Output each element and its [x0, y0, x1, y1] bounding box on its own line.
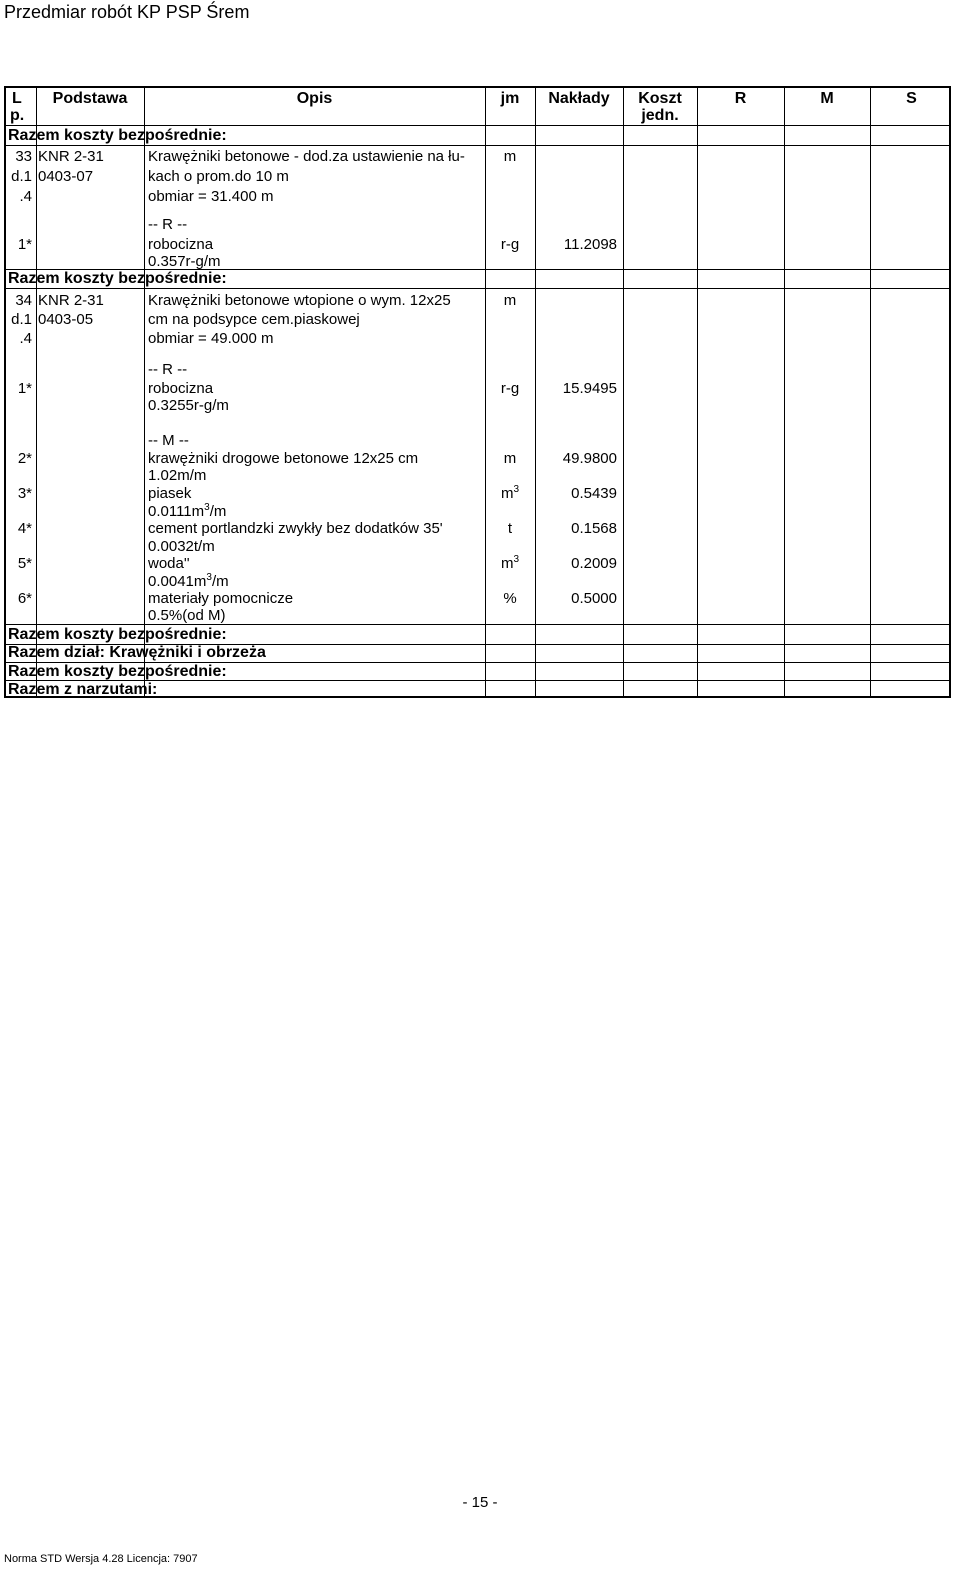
position-lp: .4 — [19, 188, 32, 205]
page-number: - 15 - — [462, 1494, 498, 1511]
resource-amount: 0.5439 — [571, 485, 617, 502]
resource-unit: m — [503, 450, 517, 467]
position-description: Krawężniki betonowe - dod.za ustawienie na łu- — [148, 148, 465, 165]
resource-lp: 5* — [17, 555, 32, 572]
resource-norm: 0.3255r-g/m — [148, 397, 229, 414]
col-divider — [36, 88, 37, 696]
resource-amount: 0.2009 — [571, 555, 617, 572]
header-m: M — [820, 90, 834, 107]
position-lp: .4 — [19, 330, 32, 347]
resource-group: -- R -- — [148, 216, 188, 233]
resource-lp: 6* — [17, 590, 32, 607]
resource-name: woda'' — [148, 555, 190, 572]
position-lp: d.1 — [11, 168, 32, 185]
resource-name: piasek — [148, 485, 192, 502]
col-divider — [144, 88, 145, 696]
resource-unit: r-g — [500, 236, 520, 253]
resource-norm: $0.0041m^3/m$ — [148, 572, 229, 590]
position-basis: 0403-07 — [38, 168, 94, 185]
resource-name: cement portlandzki zwykły bez dodatków 35' — [148, 520, 443, 537]
position-description: kach o prom.do 10 m — [148, 168, 289, 185]
resource-lp: 2* — [17, 450, 32, 467]
document-title: Przedmiar robót KP PSP Śrem — [4, 2, 250, 22]
col-divider — [870, 88, 871, 696]
position-description: cm na podsypce cem.piaskowej — [148, 311, 360, 328]
position-basis: KNR 2-31 — [38, 148, 104, 165]
header-lp: p. — [10, 107, 25, 124]
resource-norm: 1.02m/m — [148, 467, 207, 484]
header-opis: Opis — [296, 90, 333, 107]
resource-norm: $0.0111m^3/m$ — [148, 502, 227, 520]
resource-group: -- R -- — [148, 361, 188, 378]
header-podstawa: Podstawa — [52, 90, 128, 107]
position-lp: 34 — [15, 292, 32, 309]
header-r: R — [734, 90, 747, 107]
header-koszt: Koszt — [638, 90, 682, 107]
resource-norm: 0.357r-g/m — [148, 253, 221, 270]
col-divider — [784, 88, 785, 696]
grand-total-label: Razem z narzutami: — [8, 681, 158, 698]
subtotal-label: Razem koszty bezpośrednie: — [8, 270, 227, 287]
col-divider — [697, 88, 698, 696]
resource-name: materiały pomocnicze — [148, 590, 294, 607]
col-divider — [623, 88, 624, 696]
resource-lp: 4* — [17, 520, 32, 537]
resource-unit: % — [503, 590, 517, 607]
header-s: S — [906, 90, 917, 107]
position-description: Krawężniki betonowe wtopione o wym. 12x25 — [148, 292, 451, 309]
position-unit: m — [503, 148, 517, 165]
resource-unit: $m^3$ — [500, 554, 520, 572]
position-quantity: obmiar = 49.000 m — [148, 330, 274, 347]
resource-name: robocizna — [148, 380, 214, 397]
position-lp: d.1 — [11, 311, 32, 328]
subtotal-label: Razem koszty bezpośrednie: — [8, 663, 227, 680]
subtotal-label: Razem koszty bezpośrednie: — [8, 626, 227, 643]
resource-name: krawężniki drogowe betonowe 12x25 cm — [148, 450, 419, 467]
footer-license: Norma STD Wersja 4.28 Licencja: 7907 — [4, 1553, 198, 1565]
resource-amount: 15.9495 — [562, 380, 617, 397]
resource-unit: $m^3$ — [500, 484, 520, 502]
position-basis: KNR 2-31 — [38, 292, 104, 309]
cost-estimate-table — [4, 86, 951, 698]
header-jm: jm — [500, 90, 520, 107]
resource-lp: 1* — [17, 380, 32, 397]
section-total-label: Razem dział: Krawężniki i obrzeża — [8, 644, 266, 661]
resource-lp: 1* — [17, 236, 32, 253]
resource-amount: 11.2098 — [563, 236, 617, 253]
position-basis: 0403-05 — [38, 311, 94, 328]
position-lp: 33 — [15, 148, 32, 165]
resource-unit: r-g — [500, 380, 520, 397]
resource-amount: 0.5000 — [571, 590, 617, 607]
header-naklady: Nakłady — [548, 90, 610, 107]
position-quantity: obmiar = 31.400 m — [148, 188, 274, 205]
resource-norm: 0.0032t/m — [148, 538, 215, 555]
resource-group: -- M -- — [148, 432, 189, 449]
header-koszt: jedn. — [641, 107, 679, 124]
position-unit: m — [503, 292, 517, 309]
resource-norm: 0.5%(od M) — [148, 607, 226, 624]
resource-amount: 49.9800 — [562, 450, 617, 467]
resource-unit: t — [507, 520, 513, 537]
resource-lp: 3* — [17, 485, 32, 502]
resource-name: robocizna — [148, 236, 214, 253]
subtotal-label: Razem koszty bezpośrednie: — [8, 127, 227, 144]
header-lp: L — [12, 90, 22, 107]
resource-amount: 0.1568 — [571, 520, 617, 537]
